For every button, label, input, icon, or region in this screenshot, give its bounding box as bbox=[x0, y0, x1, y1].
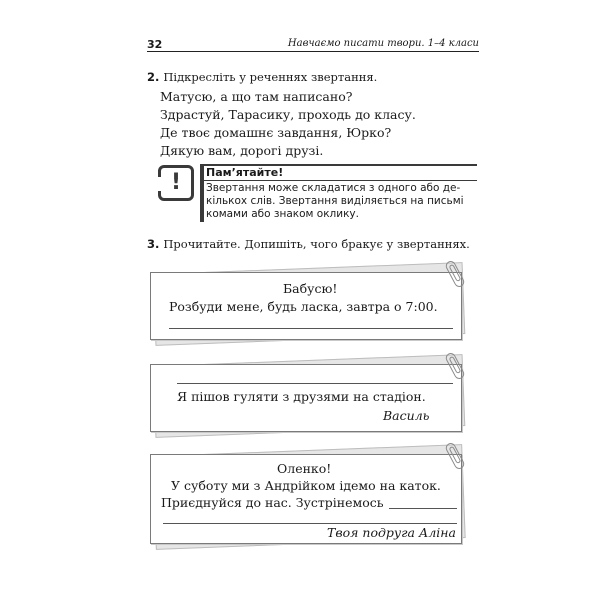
card-2-sheet bbox=[150, 364, 462, 432]
task-2-sentence-1: Матусю, а що там написано? bbox=[160, 89, 353, 104]
card-3-sheet bbox=[150, 454, 462, 544]
book-title: Навчаємо писати твори. 1–4 класи bbox=[287, 38, 479, 49]
exclamation-icon-symbol: ! bbox=[170, 170, 182, 195]
card-1-blank-line[interactable] bbox=[169, 328, 453, 329]
card-1-greeting: Бабусю! bbox=[283, 281, 338, 296]
card-2-line-1: Я пішов гуляти з друзями на стадіон. bbox=[177, 389, 426, 404]
exclamation-icon bbox=[158, 165, 194, 201]
note-card-3 bbox=[148, 446, 466, 548]
note-line-2: кількох слів. Звертання виділяється на письмі bbox=[206, 195, 464, 207]
remember-note bbox=[200, 164, 477, 222]
card-3-blank-line-1[interactable] bbox=[389, 508, 457, 509]
card-3-greeting: Оленко! bbox=[277, 461, 332, 476]
note-card-2 bbox=[148, 356, 466, 436]
card-3-signature: Твоя подруга Аліна bbox=[327, 525, 456, 540]
card-1-line-2: Розбуди мене, будь ласка, завтра о 7:00. bbox=[169, 299, 438, 314]
page-number: 32 bbox=[147, 38, 163, 51]
task-2-heading bbox=[147, 70, 377, 84]
note-line-1: Звертання може складатися з одного або де- bbox=[206, 182, 461, 194]
card-3-blank-line-2[interactable] bbox=[163, 523, 457, 524]
task-2-number: 2. bbox=[147, 70, 160, 84]
task-2-instruction: Підкресліть у реченнях звертання. bbox=[163, 70, 378, 84]
task-3-number: 3. bbox=[147, 237, 160, 251]
card-2-signature: Василь bbox=[383, 408, 430, 423]
note-line-3: комами або знаком оклику. bbox=[206, 208, 359, 220]
card-3-line-3: Приєднуйся до нас. Зустрінемось bbox=[161, 495, 384, 510]
note-title: Пам’ятайте! bbox=[204, 164, 477, 181]
note-card-1 bbox=[148, 264, 466, 344]
task-2-sentence-4: Дякую вам, дорогі друзі. bbox=[160, 143, 324, 158]
task-3-heading bbox=[147, 237, 470, 251]
card-2-blank-line[interactable] bbox=[177, 383, 453, 384]
card-1-sheet bbox=[150, 272, 462, 340]
task-2-sentence-3: Де твоє домашнє завдання, Юрко? bbox=[160, 125, 392, 140]
task-2-sentence-2: Здрастуй, Тарасику, проходь до класу. bbox=[160, 107, 416, 122]
task-3-instruction: Прочитайте. Допишіть, чого бракує у звертаннях. bbox=[163, 237, 470, 251]
page-header bbox=[147, 38, 479, 52]
card-3-line-2: У суботу ми з Андрійком ідемо на каток. bbox=[171, 478, 441, 493]
